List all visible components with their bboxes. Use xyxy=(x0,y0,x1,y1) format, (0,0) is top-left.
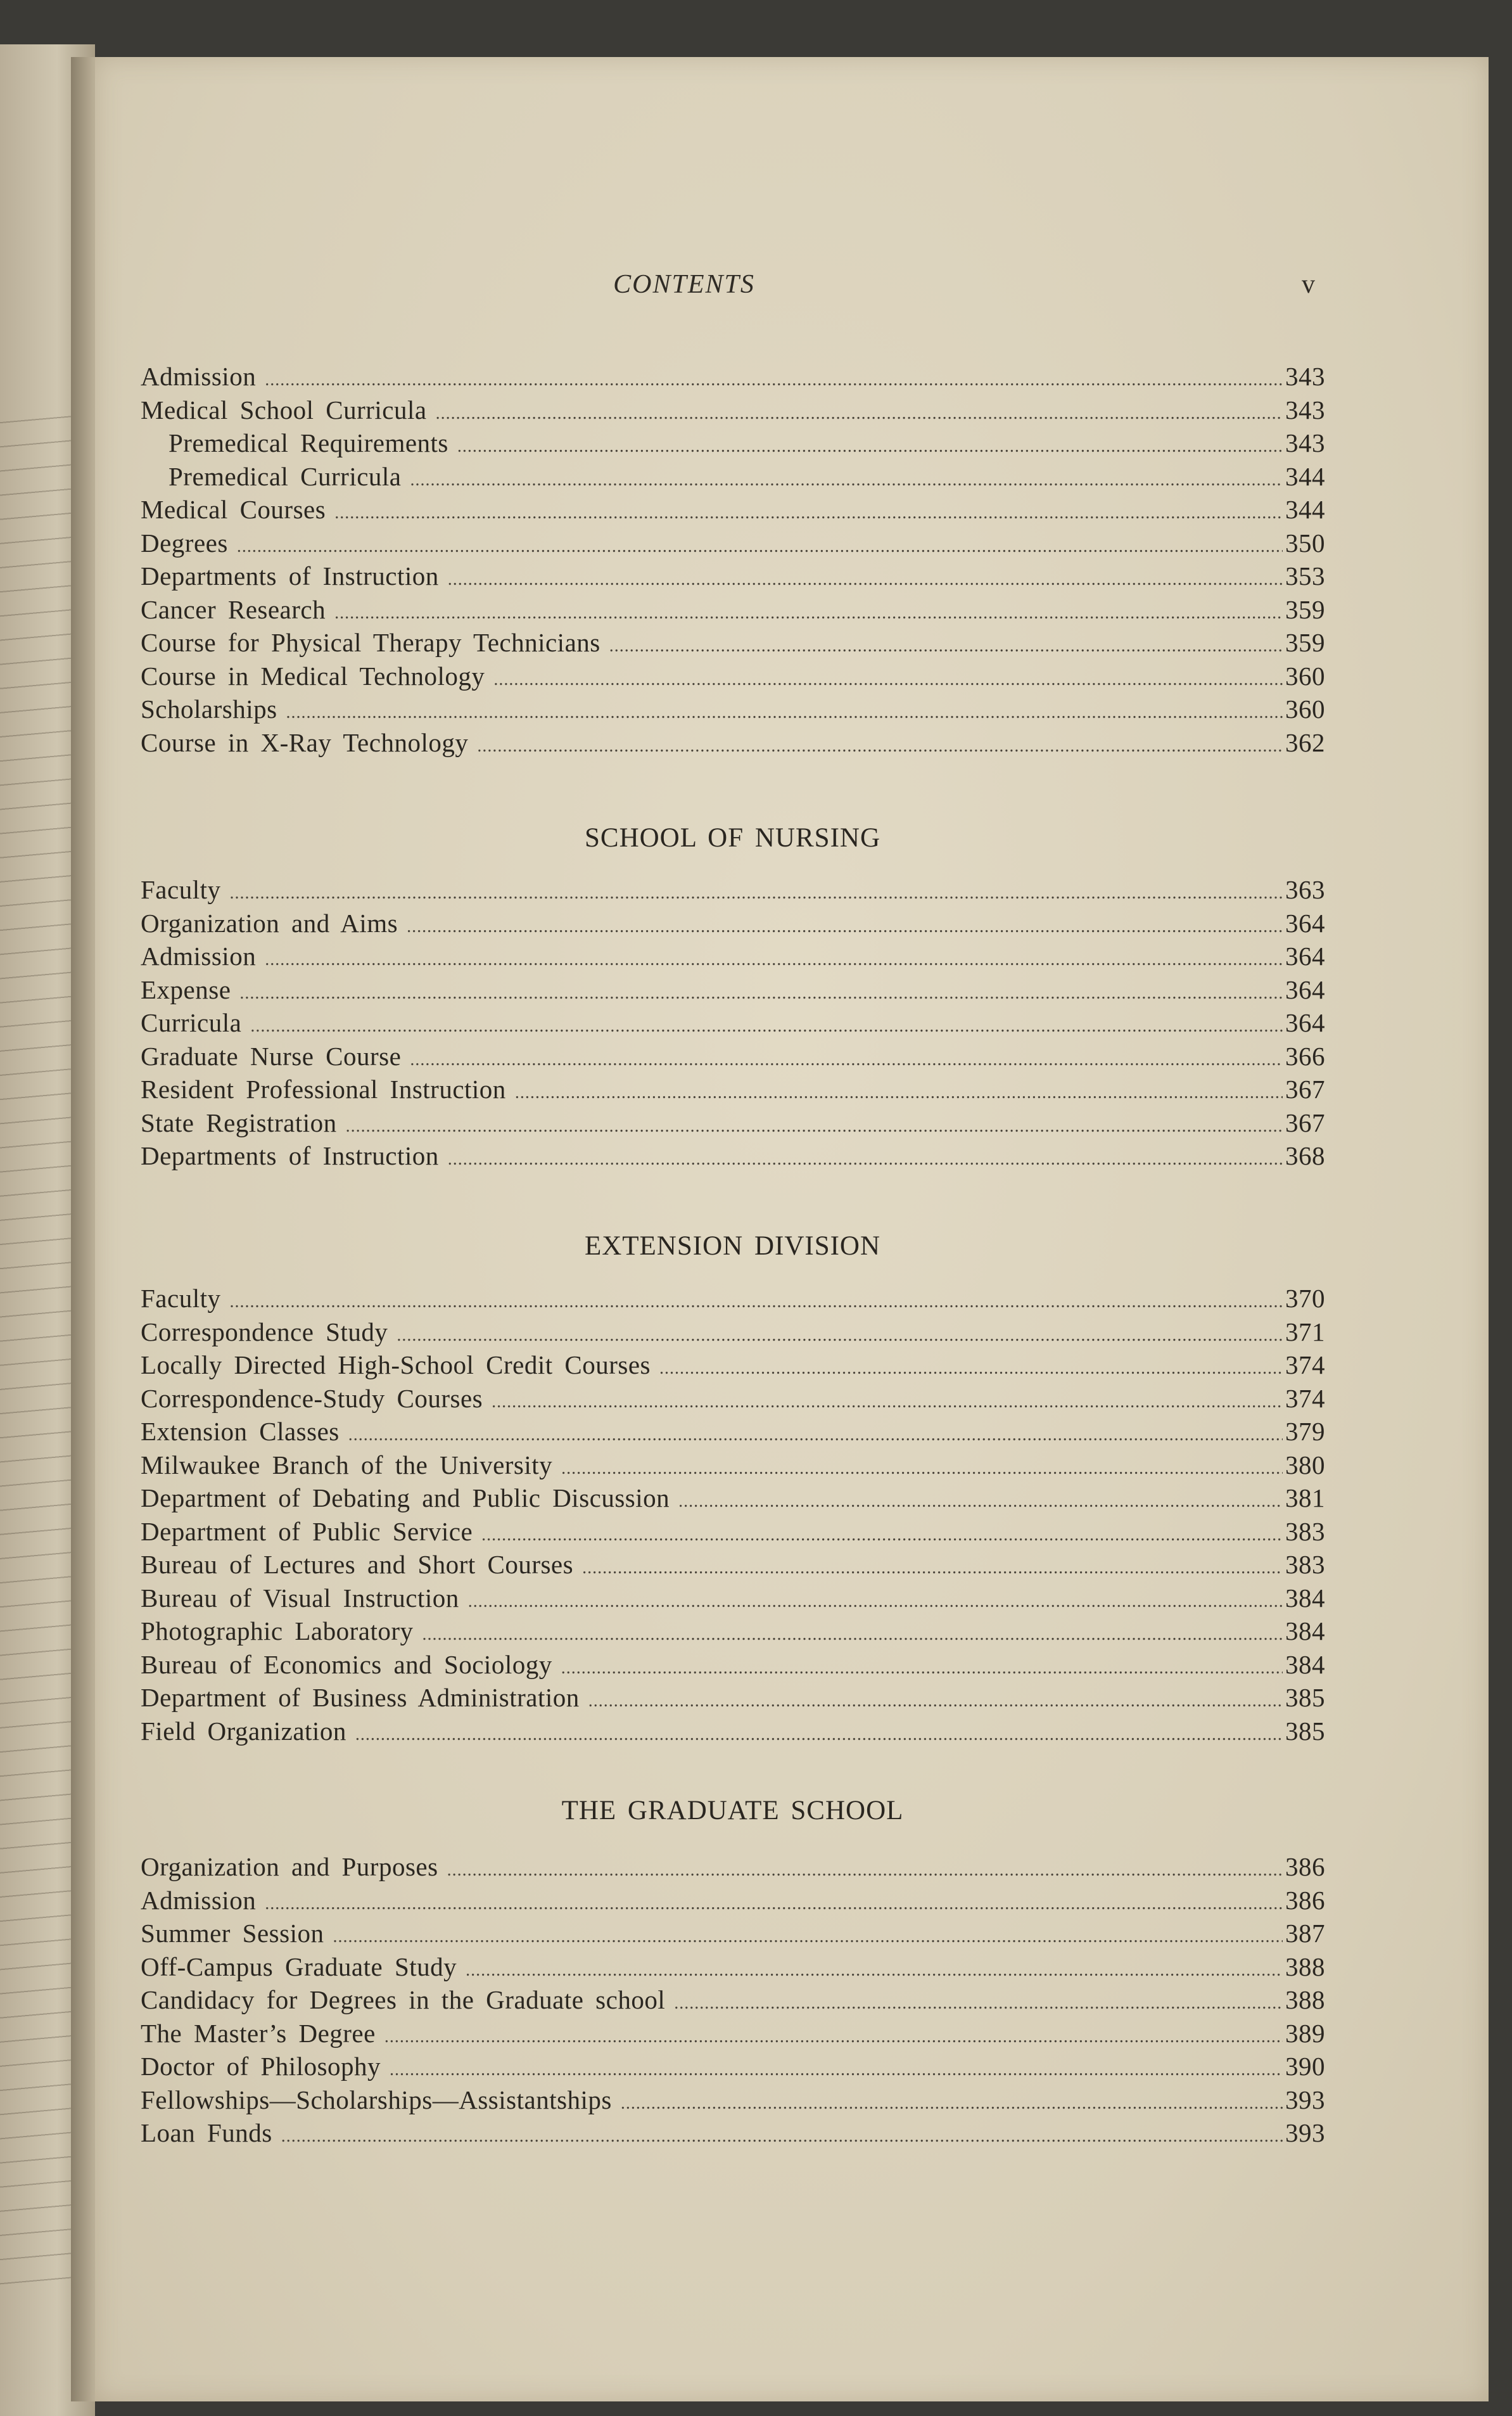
toc-entry-title: Milwaukee Branch of the University xyxy=(141,1450,553,1480)
dot-leader xyxy=(436,404,1283,424)
toc-entry-page: 364 xyxy=(1285,975,1325,1004)
dot-leader xyxy=(448,1149,1283,1170)
toc-entry-title: Curricula xyxy=(141,1008,242,1037)
dot-leader xyxy=(346,1116,1283,1137)
toc-entry-page: 386 xyxy=(1285,1852,1325,1881)
toc-entry-page: 344 xyxy=(1285,461,1325,491)
toc-entry-page: 385 xyxy=(1285,1716,1325,1746)
dot-leader xyxy=(448,570,1283,590)
toc-entry-page: 374 xyxy=(1285,1350,1325,1379)
toc-entry-page: 379 xyxy=(1285,1417,1325,1446)
dot-leader xyxy=(477,736,1283,757)
toc-entry-page: 386 xyxy=(1285,1885,1325,1915)
toc-entry[interactable] xyxy=(141,1616,1325,1649)
dot-leader xyxy=(237,537,1283,557)
toc-entry[interactable] xyxy=(141,1074,1325,1108)
toc-entry-title: Premedical Requirements xyxy=(168,428,448,457)
toc-entry[interactable] xyxy=(141,1918,1325,1952)
toc-entry[interactable] xyxy=(141,1108,1325,1141)
dot-leader xyxy=(621,2093,1283,2114)
toc-entry-page: 393 xyxy=(1285,2085,1325,2114)
dot-leader xyxy=(422,1625,1283,1645)
page-title: CONTENTS xyxy=(613,270,755,299)
toc-entry-title: Bureau of Economics and Sociology xyxy=(141,1649,552,1679)
toc-entry[interactable] xyxy=(141,594,1325,628)
toc-extension-division xyxy=(141,1283,1325,1749)
toc-entry[interactable] xyxy=(141,1317,1325,1350)
dot-leader xyxy=(609,636,1283,656)
dot-leader xyxy=(334,503,1283,523)
dot-leader xyxy=(239,983,1283,1004)
toc-entry-title: Resident Professional Instruction xyxy=(141,1075,506,1104)
dot-leader xyxy=(457,437,1283,457)
toc-entry-page: 364 xyxy=(1285,942,1325,971)
dot-leader xyxy=(355,1725,1283,1745)
toc-entry[interactable] xyxy=(141,1952,1325,1985)
toc-entry-page: 344 xyxy=(1285,495,1325,524)
toc-entry[interactable] xyxy=(141,2118,1325,2151)
toc-entry-page: 343 xyxy=(1285,428,1325,457)
toc-entry[interactable] xyxy=(141,1450,1325,1483)
toc-entry-page: 360 xyxy=(1285,694,1325,724)
toc-entry-title: Admission xyxy=(141,1885,257,1915)
section-heading-graduate: THE GRADUATE SCHOOL xyxy=(561,1796,904,1825)
toc-entry[interactable] xyxy=(141,494,1325,528)
dot-leader xyxy=(281,2126,1283,2147)
dot-leader xyxy=(265,950,1283,970)
toc-entry-title: Department of Business Administration xyxy=(141,1683,580,1712)
toc-entry-page: 380 xyxy=(1285,1450,1325,1480)
toc-entry-title: Course in X-Ray Technology xyxy=(141,727,469,757)
toc-entry[interactable] xyxy=(141,975,1325,1008)
toc-entry-page: 350 xyxy=(1285,528,1325,558)
toc-entry[interactable] xyxy=(141,941,1325,975)
toc-entry-title: Fellowships—Scholarships—Assistantships xyxy=(141,2085,612,2114)
toc-entry-page: 388 xyxy=(1285,1985,1325,2014)
toc-entry[interactable] xyxy=(141,1383,1325,1417)
toc-entry-page: 384 xyxy=(1285,1616,1325,1646)
dot-leader xyxy=(265,370,1283,390)
toc-entry[interactable] xyxy=(141,694,1325,727)
toc-entry[interactable] xyxy=(141,874,1325,908)
toc-entry-page: 359 xyxy=(1285,628,1325,657)
toc-entry-title: Scholarships xyxy=(141,694,277,724)
toc-entry-title: Candidacy for Degrees in the Graduate school xyxy=(141,1985,666,2014)
dot-leader xyxy=(492,1392,1283,1412)
toc-entry[interactable] xyxy=(141,727,1325,761)
toc-entry-title: Admission xyxy=(141,362,257,391)
toc-entry-title: Extension Classes xyxy=(141,1417,340,1446)
toc-entry-page: 367 xyxy=(1285,1108,1325,1137)
dot-leader xyxy=(582,1558,1283,1578)
toc-entry[interactable] xyxy=(141,627,1325,661)
toc-entry[interactable] xyxy=(141,1416,1325,1450)
toc-entry[interactable] xyxy=(141,1649,1325,1683)
dot-leader xyxy=(515,1083,1283,1103)
toc-entry-title: Admission xyxy=(141,942,257,971)
toc-entry-title: Photographic Laboratory xyxy=(141,1616,414,1646)
toc-entry-title: Organization and Purposes xyxy=(141,1852,438,1881)
toc-entry-page: 381 xyxy=(1285,1483,1325,1512)
toc-entry-page: 364 xyxy=(1285,1008,1325,1037)
toc-entry-title: Departments of Instruction xyxy=(141,1141,439,1170)
section-heading-extension: EXTENSION DIVISION xyxy=(584,1231,881,1261)
dot-leader xyxy=(286,703,1283,723)
toc-entry-title: Field Organization xyxy=(141,1716,346,1746)
toc-entry[interactable] xyxy=(141,428,1325,461)
dot-leader xyxy=(588,1691,1283,1711)
toc-entry[interactable] xyxy=(141,1549,1325,1583)
toc-entry-title: Graduate Nurse Course xyxy=(141,1041,402,1071)
toc-entry-page: 362 xyxy=(1285,727,1325,757)
dot-leader xyxy=(481,1525,1283,1545)
toc-entry-title: Faculty xyxy=(141,875,221,904)
dot-leader xyxy=(229,1292,1283,1312)
toc-entry[interactable] xyxy=(141,2018,1325,2052)
dot-leader xyxy=(468,1592,1283,1612)
toc-entry-page: 360 xyxy=(1285,661,1325,691)
dot-leader xyxy=(407,917,1283,937)
toc-entry[interactable] xyxy=(141,395,1325,428)
toc-entry-page: 383 xyxy=(1285,1550,1325,1579)
toc-entry[interactable] xyxy=(141,561,1325,594)
toc-entry[interactable] xyxy=(141,2051,1325,2085)
toc-school-of-nursing xyxy=(141,874,1325,1174)
dot-leader xyxy=(678,1492,1283,1512)
toc-entry-title: Department of Public Service xyxy=(141,1516,473,1546)
toc-entry-page: 371 xyxy=(1285,1317,1325,1346)
toc-entry-title: Bureau of Visual Instruction xyxy=(141,1583,459,1613)
toc-entry-title: Locally Directed High-School Credit Courses xyxy=(141,1350,651,1379)
toc-entry-page: 393 xyxy=(1285,2118,1325,2147)
toc-entry[interactable] xyxy=(141,528,1325,561)
toc-entry[interactable] xyxy=(141,461,1325,495)
toc-entry-title: Medical School Curricula xyxy=(141,395,427,425)
dot-leader xyxy=(348,1425,1283,1445)
toc-entry-title: Off-Campus Graduate Study xyxy=(141,1952,457,1981)
dot-leader xyxy=(229,883,1283,904)
dot-leader xyxy=(493,670,1283,690)
running-header xyxy=(95,269,1489,307)
toc-entry-page: 389 xyxy=(1285,2018,1325,2048)
dot-leader xyxy=(265,1894,1283,1914)
toc-entry-title: Degrees xyxy=(141,528,228,558)
dot-leader xyxy=(384,2027,1283,2047)
toc-entry-page: 385 xyxy=(1285,1683,1325,1712)
toc-entry-title: Bureau of Lectures and Short Courses xyxy=(141,1550,574,1579)
dot-leader xyxy=(410,1050,1283,1070)
dot-leader xyxy=(390,2060,1283,2080)
toc-entry-title: Course for Physical Therapy Technicians xyxy=(141,628,600,657)
toc-entry-title: Organization and Aims xyxy=(141,908,398,938)
dot-leader xyxy=(333,1927,1283,1947)
toc-entry-page: 343 xyxy=(1285,362,1325,391)
toc-entry-title: Department of Debating and Public Discussion xyxy=(141,1483,670,1512)
toc-entry[interactable] xyxy=(141,661,1325,694)
dot-leader xyxy=(410,470,1283,490)
dot-leader xyxy=(674,1993,1283,2014)
toc-entry[interactable] xyxy=(141,1583,1325,1616)
toc-entry-page: 387 xyxy=(1285,1919,1325,1948)
toc-entry[interactable] xyxy=(141,1007,1325,1041)
toc-graduate-school xyxy=(141,1851,1325,2151)
toc-entry-page: 367 xyxy=(1285,1075,1325,1104)
toc-entry-page: 363 xyxy=(1285,875,1325,904)
toc-medical-school xyxy=(141,361,1325,760)
toc-entry-page: 374 xyxy=(1285,1383,1325,1413)
toc-entry[interactable] xyxy=(141,1851,1325,1885)
toc-entry-page: 364 xyxy=(1285,908,1325,938)
toc-entry[interactable] xyxy=(141,1516,1325,1550)
toc-entry-title: Expense xyxy=(141,975,231,1004)
toc-entry[interactable] xyxy=(141,1682,1325,1716)
dot-leader xyxy=(466,1960,1283,1981)
toc-entry[interactable] xyxy=(141,908,1325,942)
toc-entry-page: 384 xyxy=(1285,1649,1325,1679)
dot-leader xyxy=(447,1860,1283,1881)
toc-entry-page: 370 xyxy=(1285,1284,1325,1313)
toc-entry-page: 359 xyxy=(1285,594,1325,624)
dot-leader xyxy=(561,1658,1283,1678)
toc-entry-title: Medical Courses xyxy=(141,495,326,524)
page-number: v xyxy=(1302,270,1315,299)
dot-leader xyxy=(561,1459,1283,1479)
toc-entry-page: 390 xyxy=(1285,2052,1325,2081)
toc-entry[interactable] xyxy=(141,361,1325,395)
toc-entry-title: Premedical Curricula xyxy=(168,461,402,491)
dot-leader xyxy=(250,1016,1283,1037)
toc-entry[interactable] xyxy=(141,1985,1325,2018)
toc-entry-page: 384 xyxy=(1285,1583,1325,1613)
toc-entry-title: Cancer Research xyxy=(141,594,326,624)
toc-entry-page: 383 xyxy=(1285,1516,1325,1546)
toc-entry[interactable] xyxy=(141,2085,1325,2118)
toc-entry[interactable] xyxy=(141,1716,1325,1749)
toc-entry-page: 368 xyxy=(1285,1141,1325,1170)
toc-entry[interactable] xyxy=(141,1283,1325,1317)
toc-entry-page: 366 xyxy=(1285,1041,1325,1071)
toc-entry-page: 388 xyxy=(1285,1952,1325,1981)
toc-entry-title: Loan Funds xyxy=(141,2118,272,2147)
toc-entry-title: The Master’s Degree xyxy=(141,2018,376,2048)
toc-entry[interactable] xyxy=(141,1483,1325,1516)
dot-leader xyxy=(334,603,1283,623)
toc-entry-title: Doctor of Philosophy xyxy=(141,2052,381,2081)
toc-entry-title: Summer Session xyxy=(141,1919,324,1948)
contents-page xyxy=(95,57,1489,2401)
toc-entry-title: Correspondence-Study Courses xyxy=(141,1383,483,1413)
toc-entry-title: Departments of Instruction xyxy=(141,561,439,591)
dot-leader xyxy=(659,1358,1283,1379)
dot-leader xyxy=(397,1326,1283,1346)
toc-entry[interactable] xyxy=(141,1885,1325,1919)
section-heading-nursing: SCHOOL OF NURSING xyxy=(584,823,881,853)
toc-entry-page: 353 xyxy=(1285,561,1325,591)
toc-entry-page: 343 xyxy=(1285,395,1325,425)
toc-entry[interactable] xyxy=(141,1041,1325,1075)
toc-entry[interactable] xyxy=(141,1350,1325,1383)
toc-entry-title: State Registration xyxy=(141,1108,337,1137)
toc-entry-title: Correspondence Study xyxy=(141,1317,388,1346)
toc-entry-title: Faculty xyxy=(141,1284,221,1313)
toc-entry[interactable] xyxy=(141,1141,1325,1174)
toc-entry-title: Course in Medical Technology xyxy=(141,661,485,691)
